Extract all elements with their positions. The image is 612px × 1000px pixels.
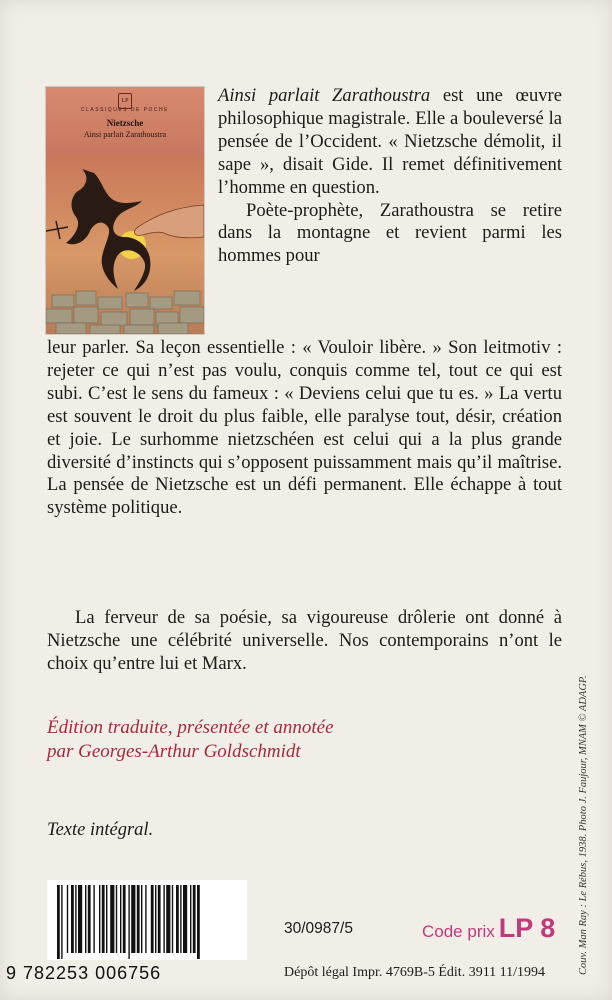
barcode-bar — [166, 885, 170, 953]
barcode-bar — [120, 885, 121, 953]
barcode — [47, 880, 247, 960]
price-code-value: LP 8 — [498, 913, 556, 943]
barcode-bar — [131, 885, 135, 953]
barcode-bar — [190, 885, 191, 953]
integral-text-note: Texte intégral. — [47, 820, 154, 840]
barcode-bar — [158, 885, 161, 953]
barcode-bar — [137, 885, 140, 953]
barcode-bar — [128, 885, 129, 959]
blurb-paragraph-1 — [218, 85, 562, 200]
barcode-bar — [172, 885, 173, 953]
barcode-bar — [93, 885, 94, 953]
barcode-bars — [55, 885, 241, 959]
blurb-paragraph-3: La ferveur de sa poésie, sa vigoureuse drôlerie ont donné à Nietzsche une célébrité universelle. Nos contemporains n’ont le choix qu’entre lui et Marx. — [47, 607, 562, 674]
blurb-paragraph-2-continued: leur parler. Sa leçon essentielle : « Vouloir libère. » Son leitmotiv : rejeter ce qui n’est pas voulu, conquis comme tel, tout ce qui est subi. C’est le sens du fameux : « Deviens celui que tu es. » La vertu est souvent le droit du plus faible, elle paralyse tout, désir, création et joie. Le surhomme nietzschéen est celui qui a la plus grande diversité d’instincts qui s’opposent puissamment mais qu’il maîtrise. La pensée de Nietzsche est un défi permanent. Elle échappe à tout système politique. — [47, 337, 562, 519]
barcode-bar — [116, 885, 117, 953]
barcode-bar — [85, 885, 86, 953]
blurb-closing — [47, 607, 562, 676]
blurb-wide — [47, 337, 562, 520]
cover-thumbnail — [46, 87, 204, 334]
cover-image-credits: Couv. Man Ray : Le Rébus, 1938. Photo J. Faujour, MNAM © ADAGP. — [578, 675, 589, 975]
edition-credit — [47, 716, 567, 764]
cover-author: Nietzsche — [106, 118, 144, 128]
barcode-bar — [75, 885, 76, 953]
barcode-bar — [197, 885, 200, 959]
barcode-bar — [110, 885, 114, 953]
barcode-bar — [102, 885, 105, 953]
barcode-bar — [145, 885, 146, 953]
edition-line-1: Édition traduite, présentée et annotée — [47, 717, 334, 738]
barcode-bar — [180, 885, 181, 953]
blurb-paragraph-2-start: Poète-prophète, Zarathoustra se retire dans la montagne et revient parmi les hommes pour — [218, 199, 562, 267]
barcode-bar — [176, 885, 179, 953]
barcode-bar — [123, 885, 126, 953]
blurb-top — [218, 85, 562, 268]
barcode-bar — [71, 885, 74, 953]
reference-number: 30/0987/5 — [284, 920, 353, 937]
barcode-bar — [193, 885, 196, 953]
publisher-logo: LP — [118, 93, 132, 109]
barcode-bar — [57, 885, 60, 959]
barcode-bar — [67, 885, 68, 953]
barcode-bar — [163, 885, 164, 953]
book-title-italic: Ainsi parlait Zarathoustra — [218, 85, 431, 106]
price-code — [422, 913, 555, 944]
blurb-paragraph-1-text: est une œuvre philosophique magistrale. Elle a bouleversé la pensée de l’Occident. « Nietzsche démolit, il sape », disait Gide. Il remet définitivement l’homme en question. — [218, 85, 562, 198]
barcode-number: 9 782253 006756 — [6, 963, 162, 983]
cover-title: Ainsi parlait Zarathoustra — [83, 130, 167, 139]
barcode-bar — [99, 885, 100, 953]
barcode-bar — [88, 885, 91, 953]
edition-line-2: par Georges-Arthur Goldschmidt — [47, 741, 301, 762]
cover-series: CLASSIQUES DE POCHE — [81, 107, 169, 113]
legal-deposit: Dépôt légal Impr. 4769B-5 Édit. 3911 11/1994 — [284, 965, 546, 980]
price-code-label: Code prix — [422, 922, 495, 941]
barcode-bar — [141, 885, 142, 953]
cover-artwork — [46, 157, 204, 334]
barcode-bar — [151, 885, 154, 953]
barcode-bar — [61, 885, 62, 959]
barcode-bar — [106, 885, 107, 953]
barcode-bar — [78, 885, 82, 953]
barcode-bar — [155, 885, 156, 953]
barcode-bar — [183, 885, 187, 953]
